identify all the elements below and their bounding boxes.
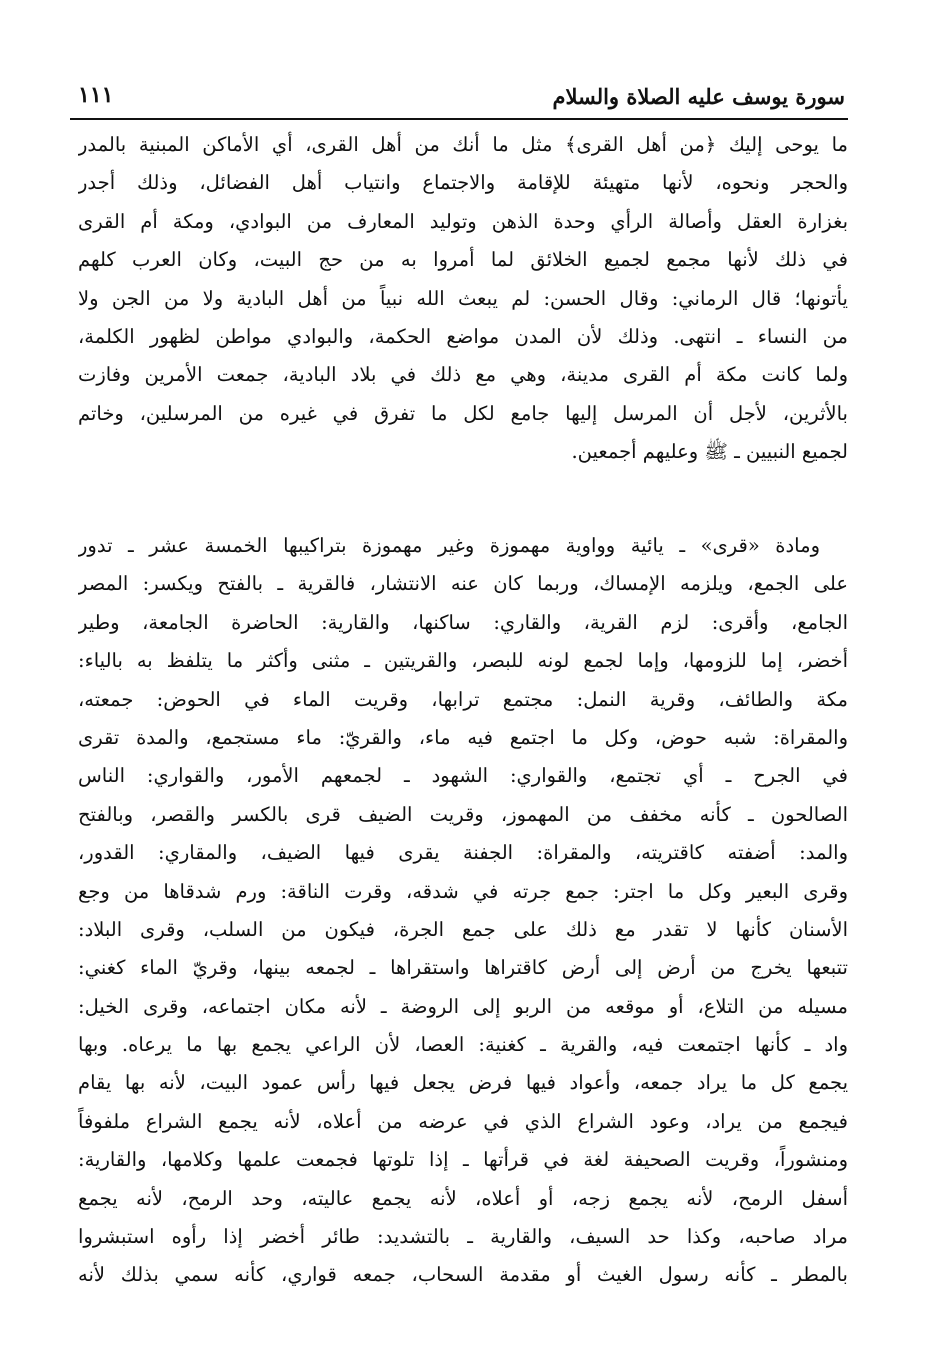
text-line: مكة والطائف، وقرية النمل: مجتمع ترابها، وقريت الماء في الحوض: جمعته، — [78, 687, 848, 711]
text-line: على الجمع، ويلزمه الإمساك، وربما كان عنه الانتشار، فالقرية ـ بالفتح ويكسر: المصر — [78, 572, 848, 596]
text-line: والحجر ونحوه، لأنها متهيئة للإقامة والاجتماع وانتياب أهل الفضائل، وذلك أجدر — [78, 171, 848, 195]
text-line: ومنشوراً، وقريت الصحيفة لغة في قرأتها ـ إذا تلوتها فجمعت علمها وكلامها، والقارية: — [78, 1148, 848, 1172]
text-line: يأتونها؛ قال الرماني: وقال الحسن: لم يبعث الله نبياً من أهل البادية ولا من الجن ولا — [78, 286, 848, 310]
text-line: والمقراة: شبه حوض، وكل ما اجتمع فيه ماء، والقريّ: ماء مستجمع، والمدة تقرى — [78, 725, 848, 749]
text-line: تتبعها يخرج من أرض إلى أرض كاقتراها واستقراها ـ لجمعه بينها، وقريّ الماء كغني: — [78, 956, 848, 980]
page-header — [70, 82, 845, 112]
text-line: وقرى البعير وكل ما اجتر: جمع جرته في شدقه، وقرت الناقة: ورم شدقاها من وجع — [78, 879, 848, 903]
text-line: بالأثرين، لأجل أن المرسل إليها جامع لكل ما تفرق في غيره من المرسلين، وخاتم — [78, 401, 848, 425]
text-line: الصالحون ـ كأنه مخفف من المهموز، وقريت الضيف قرى بالكسر والقصر، وبالفتح — [78, 802, 848, 826]
text-line: ولما كانت مكة أم القرى مدينة، وهي مع ذلك في بلاد البادية، جمعت الأمرين وفازت — [78, 363, 848, 387]
paragraph-1 — [78, 126, 848, 472]
text-line: والمد: أضفته كاقتريته، والمقراة: الجفنة يقرى فيها الضيف، والمقاري: القدور، — [78, 841, 848, 865]
text-line: في ذلك لأنها مجمع لجميع الخلائق لما أمروا به من حج البيت، وكان العرب كلهم — [78, 248, 848, 272]
text-line: ما يوحى إليك ﴿من أهل القرى﴾ مثل ما أنك من أهل القرى، أي الأماكن المبنية بالمدر — [78, 133, 848, 156]
text-line: من النساء ـ انتهى. وذلك لأن المدن مواضع الحكمة، والبوادي مواطن لظهور الكلمة، — [78, 324, 848, 348]
text-line: يجمع كل ما يراد جمعه، وأعواد فيها فرض يجعل فيها رأس عمود البيت، لأنه بها يقام — [78, 1071, 848, 1095]
text-line: بغزارة العقل وأصالة الرأي وحدة الذهن وتوليد المعارف من البوادي، ومكة أم القرى — [78, 209, 848, 233]
text-line: لجميع النبيين ـ ﷺ وعليهم أجمعين. — [571, 440, 848, 464]
paragraph-2 — [78, 527, 848, 1295]
text-line: الجامع، وأقرى: لزم القرية، والقاري: ساكنها، والقارية: الحاضرة الجامعة، وطير — [78, 610, 848, 634]
text-line: مراد صاحبه، وكذا حد السيف، والقارية ـ بالتشديد: طائر أخضر إذا رأوه استبشروا — [78, 1225, 848, 1249]
text-line: أخضر، إما للزومها، وإما لجمع لونه للبصر، والقريتين ـ مثنى وأكثر ما يتلفظ به بالياء: — [78, 649, 848, 673]
page-number: ١١١ — [78, 82, 114, 108]
header-rule — [70, 118, 848, 120]
text-line: أسفل الرمح، لأنه يجمع زجه، أو أعلاه، لأنه يجمع عاليته، وحد الرمح، لأنه يجمع — [78, 1186, 848, 1210]
text-line: بالمطر ـ كأنه رسول الغيث أو مقدمة السحاب، جمعه قواري، كأنه سمي بذلك لأنه — [78, 1263, 848, 1287]
text-line: ومادة «قرى» ـ يائية وواوية مهموزة وغير مهموزة بتراكيبها الخمسة عشر ـ تدور — [78, 534, 820, 557]
text-line: واد ـ كأنها اجتمعت فيه، والقرية ـ كغنية: العصا، لأن الراعي يجمع بها ما يرعاه. وبها — [78, 1033, 848, 1057]
text-line: مسيله من التلاع، أو موقعه من الربو إلى الروضة ـ لأنه مكان اجتماعه، وقرى الخيل: — [78, 994, 848, 1018]
surah-title: سورة يوسف عليه الصلاة والسلام — [552, 84, 845, 109]
text-line: فيجمع من يراد، وعود الشراع الذي في عرضه من أعلاه، لأنه يجمع الشراع ملفوفاً — [78, 1109, 848, 1133]
text-line: الأسنان كأنها لا تقدر مع ذلك على جمع الجرة، فيكون من السلب، وقرى البلاد: — [78, 917, 848, 941]
text-line: في الجرح ـ أي تجتمع، والقواري: الشهود ـ لجمعهم الأمور، والقواري: الناس — [78, 764, 848, 788]
